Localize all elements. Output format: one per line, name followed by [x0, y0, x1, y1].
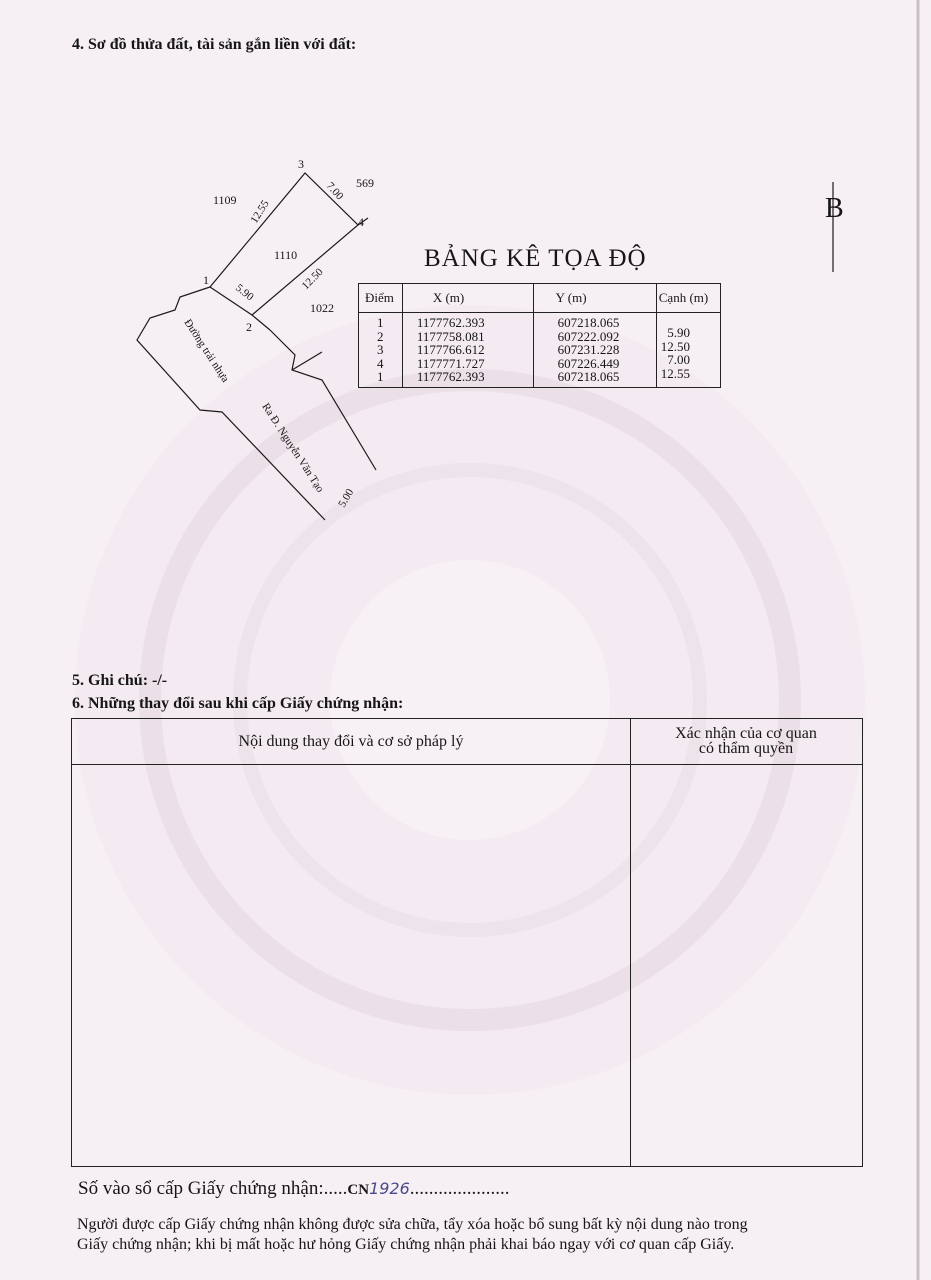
coord-table-title: BẢNG KÊ TỌA ĐỘ [424, 245, 647, 272]
col-header-x: X (m) [402, 284, 533, 313]
north-letter: B [825, 193, 844, 224]
edge-label-4-2: 12.50 [299, 266, 326, 293]
point-label-3: 3 [298, 157, 304, 171]
parcel-1109: 1109 [213, 193, 237, 207]
road-edge-upper [137, 287, 325, 520]
section-4-title: 4. Sơ đồ thửa đất, tài sản gắn liền với đất: [72, 36, 357, 53]
parcel-569: 569 [356, 176, 374, 190]
col-header-edge: Cạnh (m) [656, 284, 720, 313]
parcel-diagram [0, 0, 931, 560]
x-column: 1177762.393 1177758.081 1177766.612 1177771.727 1177762.393 [402, 313, 533, 388]
col-header-y: Y (m) [533, 284, 656, 313]
road-label-direction: Ra Đ. Nguyễn Văn Tạo [259, 401, 327, 495]
parcel-1110: 1110 [274, 248, 298, 262]
point-column: 1 2 3 4 1 [359, 313, 403, 388]
changes-col-authority: Xác nhận của cơ quan có thẩm quyền [675, 725, 817, 757]
section-5-note: 5. Ghi chú: -/- [72, 672, 168, 689]
edge-column: 5.90 12.50 7.00 12.55 [656, 313, 720, 388]
road-width-label: 5.00 [336, 486, 357, 510]
col-header-point: Điểm [359, 284, 403, 313]
registry-prefix: CN [347, 1182, 370, 1198]
registry-number: 1926 [369, 1179, 410, 1198]
edge-label-3-1: 12.55 [248, 198, 272, 226]
registry-number-line: Số vào sổ cấp Giấy chứng nhận:.....CN1926..................... [78, 1178, 510, 1199]
point-label-4: 4 [358, 215, 364, 229]
footer-note: Người được cấp Giấy chứng nhận không được sửa chữa, tẩy xóa hoặc bổ sung bất kỳ nội dung nào trong Giấy chứng nhận; khi bị mất hoặc hư hỏng Giấy chứng nhận phải khai báo ngay với cơ quan cấp Giấy. [77, 1216, 748, 1253]
y-column: 607218.065 607222.092 607231.228 607226.449 607218.065 [533, 313, 656, 388]
parcel-1022: 1022 [310, 301, 334, 315]
point-label-2: 2 [246, 320, 252, 334]
point-label-1: 1 [203, 273, 209, 287]
changes-table [71, 718, 863, 1167]
changes-col-content: Nội dung thay đổi và cơ sở pháp lý [238, 733, 464, 750]
edge-label-3-4: 7.00 [323, 179, 346, 203]
registry-label: Số vào sổ cấp Giấy chứng nhận: [78, 1178, 324, 1199]
coordinate-table [358, 283, 721, 388]
edge-label-1-2: 5.90 [233, 281, 256, 304]
road-label-paved: Đường trải nhựa [181, 317, 232, 385]
section-6-title: 6. Những thay đổi sau khi cấp Giấy chứng nhận: [72, 695, 404, 712]
